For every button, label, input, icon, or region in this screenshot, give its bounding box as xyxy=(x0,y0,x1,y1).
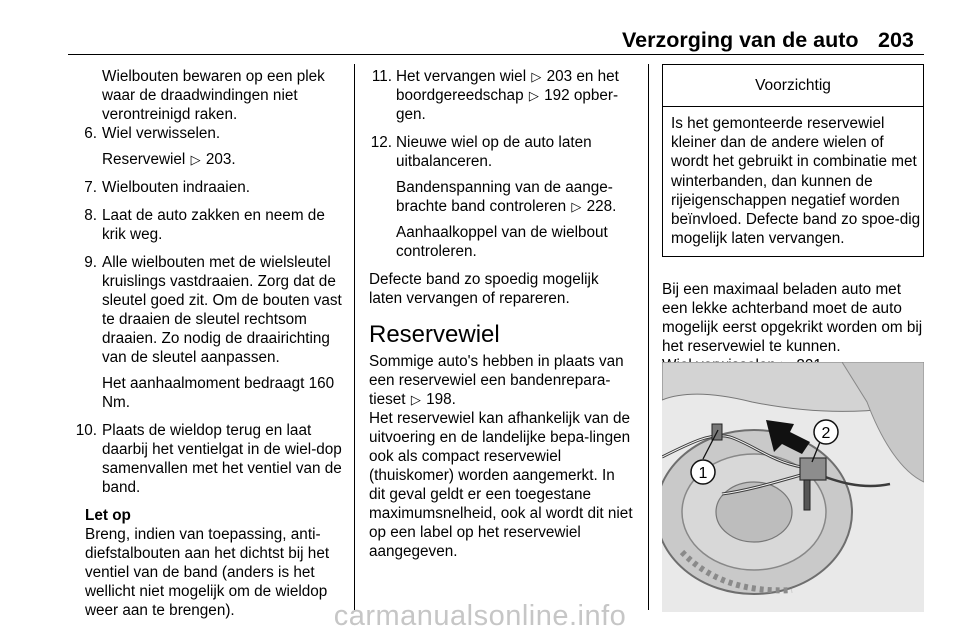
step-number: 10. xyxy=(75,422,97,439)
loaded-car-paragraph: Bij een maximaal beladen auto met een lekke achterband moet de auto mogelijk eerst opgekrikt worden om bij het reservewiel te kunnen. xyxy=(662,281,923,356)
defect-text: Defecte band zo spoedig mogelijk laten vervangen of repareren. xyxy=(369,271,599,307)
step-number: 8. xyxy=(84,207,97,224)
section-heading: Reservewiel xyxy=(369,321,500,348)
winch-shaft xyxy=(804,480,810,510)
page-reference[interactable]: 203 en het boordgereedschap xyxy=(396,68,619,104)
step-12 xyxy=(369,133,635,261)
page-reference[interactable]: 192 opber-gen. xyxy=(396,87,619,123)
sub-text: Bandenspanning van de aange-brachte band controleren xyxy=(396,179,613,215)
step-sub xyxy=(396,178,635,216)
step-text: Het vervangen wiel xyxy=(396,68,527,85)
caution-box xyxy=(662,64,924,257)
column-3 xyxy=(662,67,926,375)
column-divider-left xyxy=(354,64,355,610)
callout-2-label: 2 xyxy=(821,425,831,442)
winch-mechanism xyxy=(800,458,826,480)
step-number: 9. xyxy=(84,254,97,271)
step-6 xyxy=(68,124,346,169)
cross-reference-triangle-icon: ▷ xyxy=(571,199,582,214)
note-body: Breng, indien van toepassing, anti-diefstalbouten aan het dichtst bij het ventiel van de band (anders is het wellicht niet mogelijk om de wieldop weer aan te brengen). xyxy=(85,526,330,619)
step-text: Nieuwe wiel op de auto laten uitbalanceren. xyxy=(396,134,592,170)
step-8 xyxy=(68,206,346,244)
watermark: carmanualsonline.info xyxy=(333,600,627,632)
spare-wheel-paragraph-2: Het reservewiel kan afhankelijk van de uitvoering en de landelijke bepa-lingen ook als compact reservewiel (thuiskomer) worden aangemerkt. In dit geval geldt er een toegestane maximumsnelheid, ook al wordt dit niet op een label op het reservewiel aangegeven. xyxy=(369,410,633,560)
step-9 xyxy=(68,253,346,412)
step-sub xyxy=(102,150,346,169)
spare-wheel-hub xyxy=(716,482,792,542)
step-number: 11. xyxy=(371,68,392,85)
step-text: Alle wielbouten met de wielsleutel kruislings vastdraaien. Zorg dat de sleutel goed zit. Om de bouten vast te draaien de sleutel rechtsom draaien. Zo nodig de draairichting van de sleutel aanpassen. xyxy=(102,254,342,366)
spare-wheel-paragraph-1 xyxy=(369,352,635,409)
cross-reference-triangle-icon: ▷ xyxy=(528,88,539,103)
illustration-svg xyxy=(662,362,924,612)
spare-wheel-illustration xyxy=(662,362,924,612)
caution-body: Is het gemonteerde reservewiel kleiner dan de andere wielen of wordt het gebruikt in combinatie met winterbanden, dan kunnen de rijeigenschappen negatief worden beïnvloed. Defecte band zo spoe-dig mogelijk laten vervangen. xyxy=(671,115,921,248)
step-text: Wiel verwisselen. xyxy=(102,125,221,142)
page-reference[interactable]: 228. xyxy=(586,198,617,215)
step-text: Laat de auto zakken en neem de krik weg. xyxy=(102,207,325,243)
step-number: 6. xyxy=(84,125,97,142)
step-text: Wielbouten indraaien. xyxy=(102,179,250,196)
column-1 xyxy=(68,67,346,620)
page-reference[interactable]: 198. xyxy=(426,391,456,408)
cross-reference-triangle-icon: ▷ xyxy=(410,392,421,407)
caution-title: Voorzichtig xyxy=(663,65,923,107)
cross-reference-triangle-icon: ▷ xyxy=(531,69,542,84)
callout-1-label: 1 xyxy=(698,465,708,482)
intro-text: Wielbouten bewaren op een plek waar de draadwindingen niet verontreinigd raken. xyxy=(102,68,325,123)
page-number: 203 xyxy=(878,28,914,52)
page-reference[interactable]: 203. xyxy=(205,151,236,168)
header-rule xyxy=(68,54,924,55)
step-10 xyxy=(68,421,346,497)
paragraph-text: Sommige auto's hebben in plaats van een reservewiel een bandenrepara-tieset xyxy=(369,353,624,408)
cross-reference-triangle-icon: ▷ xyxy=(190,152,201,167)
step-text: Plaats de wieldop terug en laat daarbij het ventielgat in de wiel-dop samenvallen met het ventiel van de band. xyxy=(102,422,342,496)
step-number: 12. xyxy=(370,134,392,151)
step-7 xyxy=(68,178,346,197)
step-sub: Aanhaalkoppel van de wielbout controleren. xyxy=(396,224,608,260)
column-2 xyxy=(369,67,635,561)
section-title: Verzorging van de auto xyxy=(622,28,859,52)
step-11 xyxy=(369,67,635,124)
page-header xyxy=(0,0,960,56)
note-heading: Let op xyxy=(85,507,131,524)
sub-text: Reservewiel xyxy=(102,151,186,168)
step-number: 7. xyxy=(84,179,97,196)
column-divider-right xyxy=(648,64,649,610)
step-sub: Het aanhaalmoment bedraagt 160 Nm. xyxy=(102,375,335,411)
